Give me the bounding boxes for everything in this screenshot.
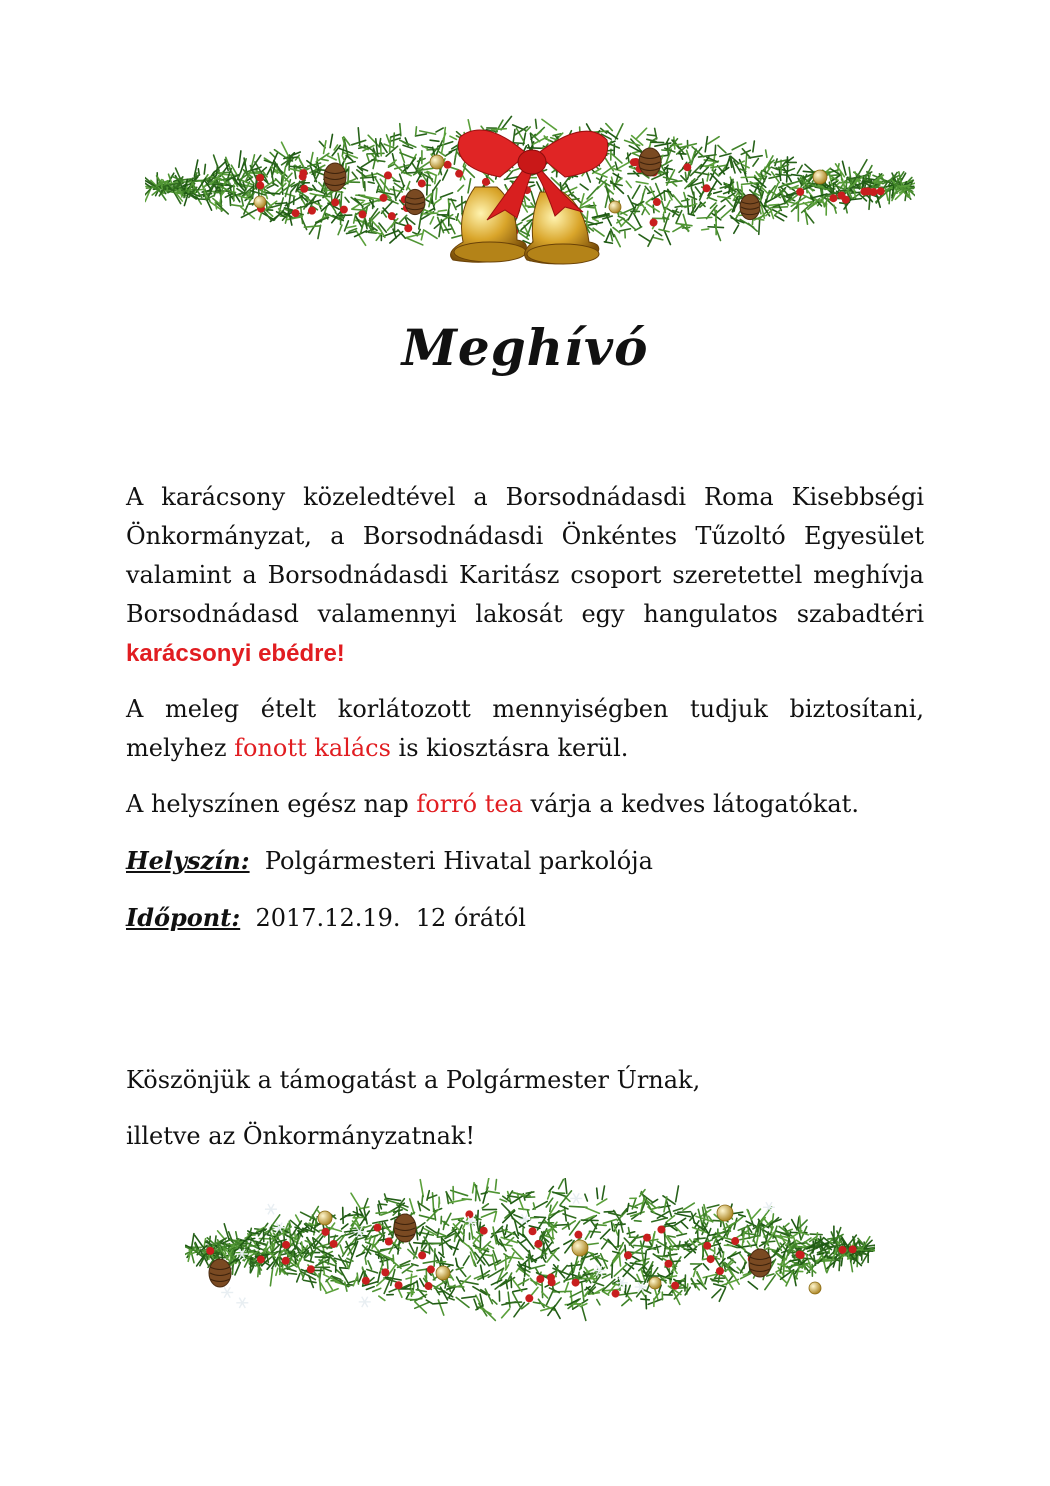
highlight-kalacs: fonott kalács xyxy=(234,734,391,762)
paragraph-tea-before: A helyszínen egész nap xyxy=(126,790,417,818)
paragraph-invitation-text: A karácsony közeledtével a Borsodnádasdi Roma Kisebbségi Önkormányzat, a Borsodnádasdi Önkéntes Tűzoltó Egyesület valamint a Borsodnádasdi Karitász csoport szeretettel meghívja Borsodnádasd valamennyi lakosát egy hangulatos szabadtéri xyxy=(126,483,924,628)
paragraph-tea xyxy=(126,785,924,824)
highlight-tea: forró tea xyxy=(416,790,523,818)
paragraph-food-after: is kiosztásra kerül. xyxy=(390,734,629,762)
time-line xyxy=(126,898,924,938)
highlight-lunch: karácsonyi ebédre! xyxy=(126,640,345,667)
page-title: Meghívó xyxy=(401,318,649,377)
paragraph-tea-after: várja a kedves látogatókat. xyxy=(522,790,859,818)
location-label: Helyszín: xyxy=(126,846,250,875)
invitation-body xyxy=(126,478,924,938)
garland-pine-cones-icon xyxy=(185,1178,875,1323)
paragraph-food xyxy=(126,690,924,768)
time-label: Időpont: xyxy=(126,903,241,932)
thanks-block xyxy=(126,1061,924,1156)
thanks-line-2: illetve az Önkormányzatnak! xyxy=(126,1122,476,1150)
garland-bow-bells-icon xyxy=(145,92,915,297)
location-line xyxy=(126,841,924,881)
time-value: 2017.12.19. 12 órától xyxy=(255,904,526,932)
paragraph-invitation xyxy=(126,478,924,673)
thanks-line-1: Köszönjük a támogatást a Polgármester Úrnak, xyxy=(126,1066,701,1094)
paragraph-food-before: A meleg ételt korlátozott mennyiségben tudjuk biztosítani, melyhez xyxy=(126,695,924,762)
location-value: Polgármesteri Hivatal parkolója xyxy=(264,847,653,875)
